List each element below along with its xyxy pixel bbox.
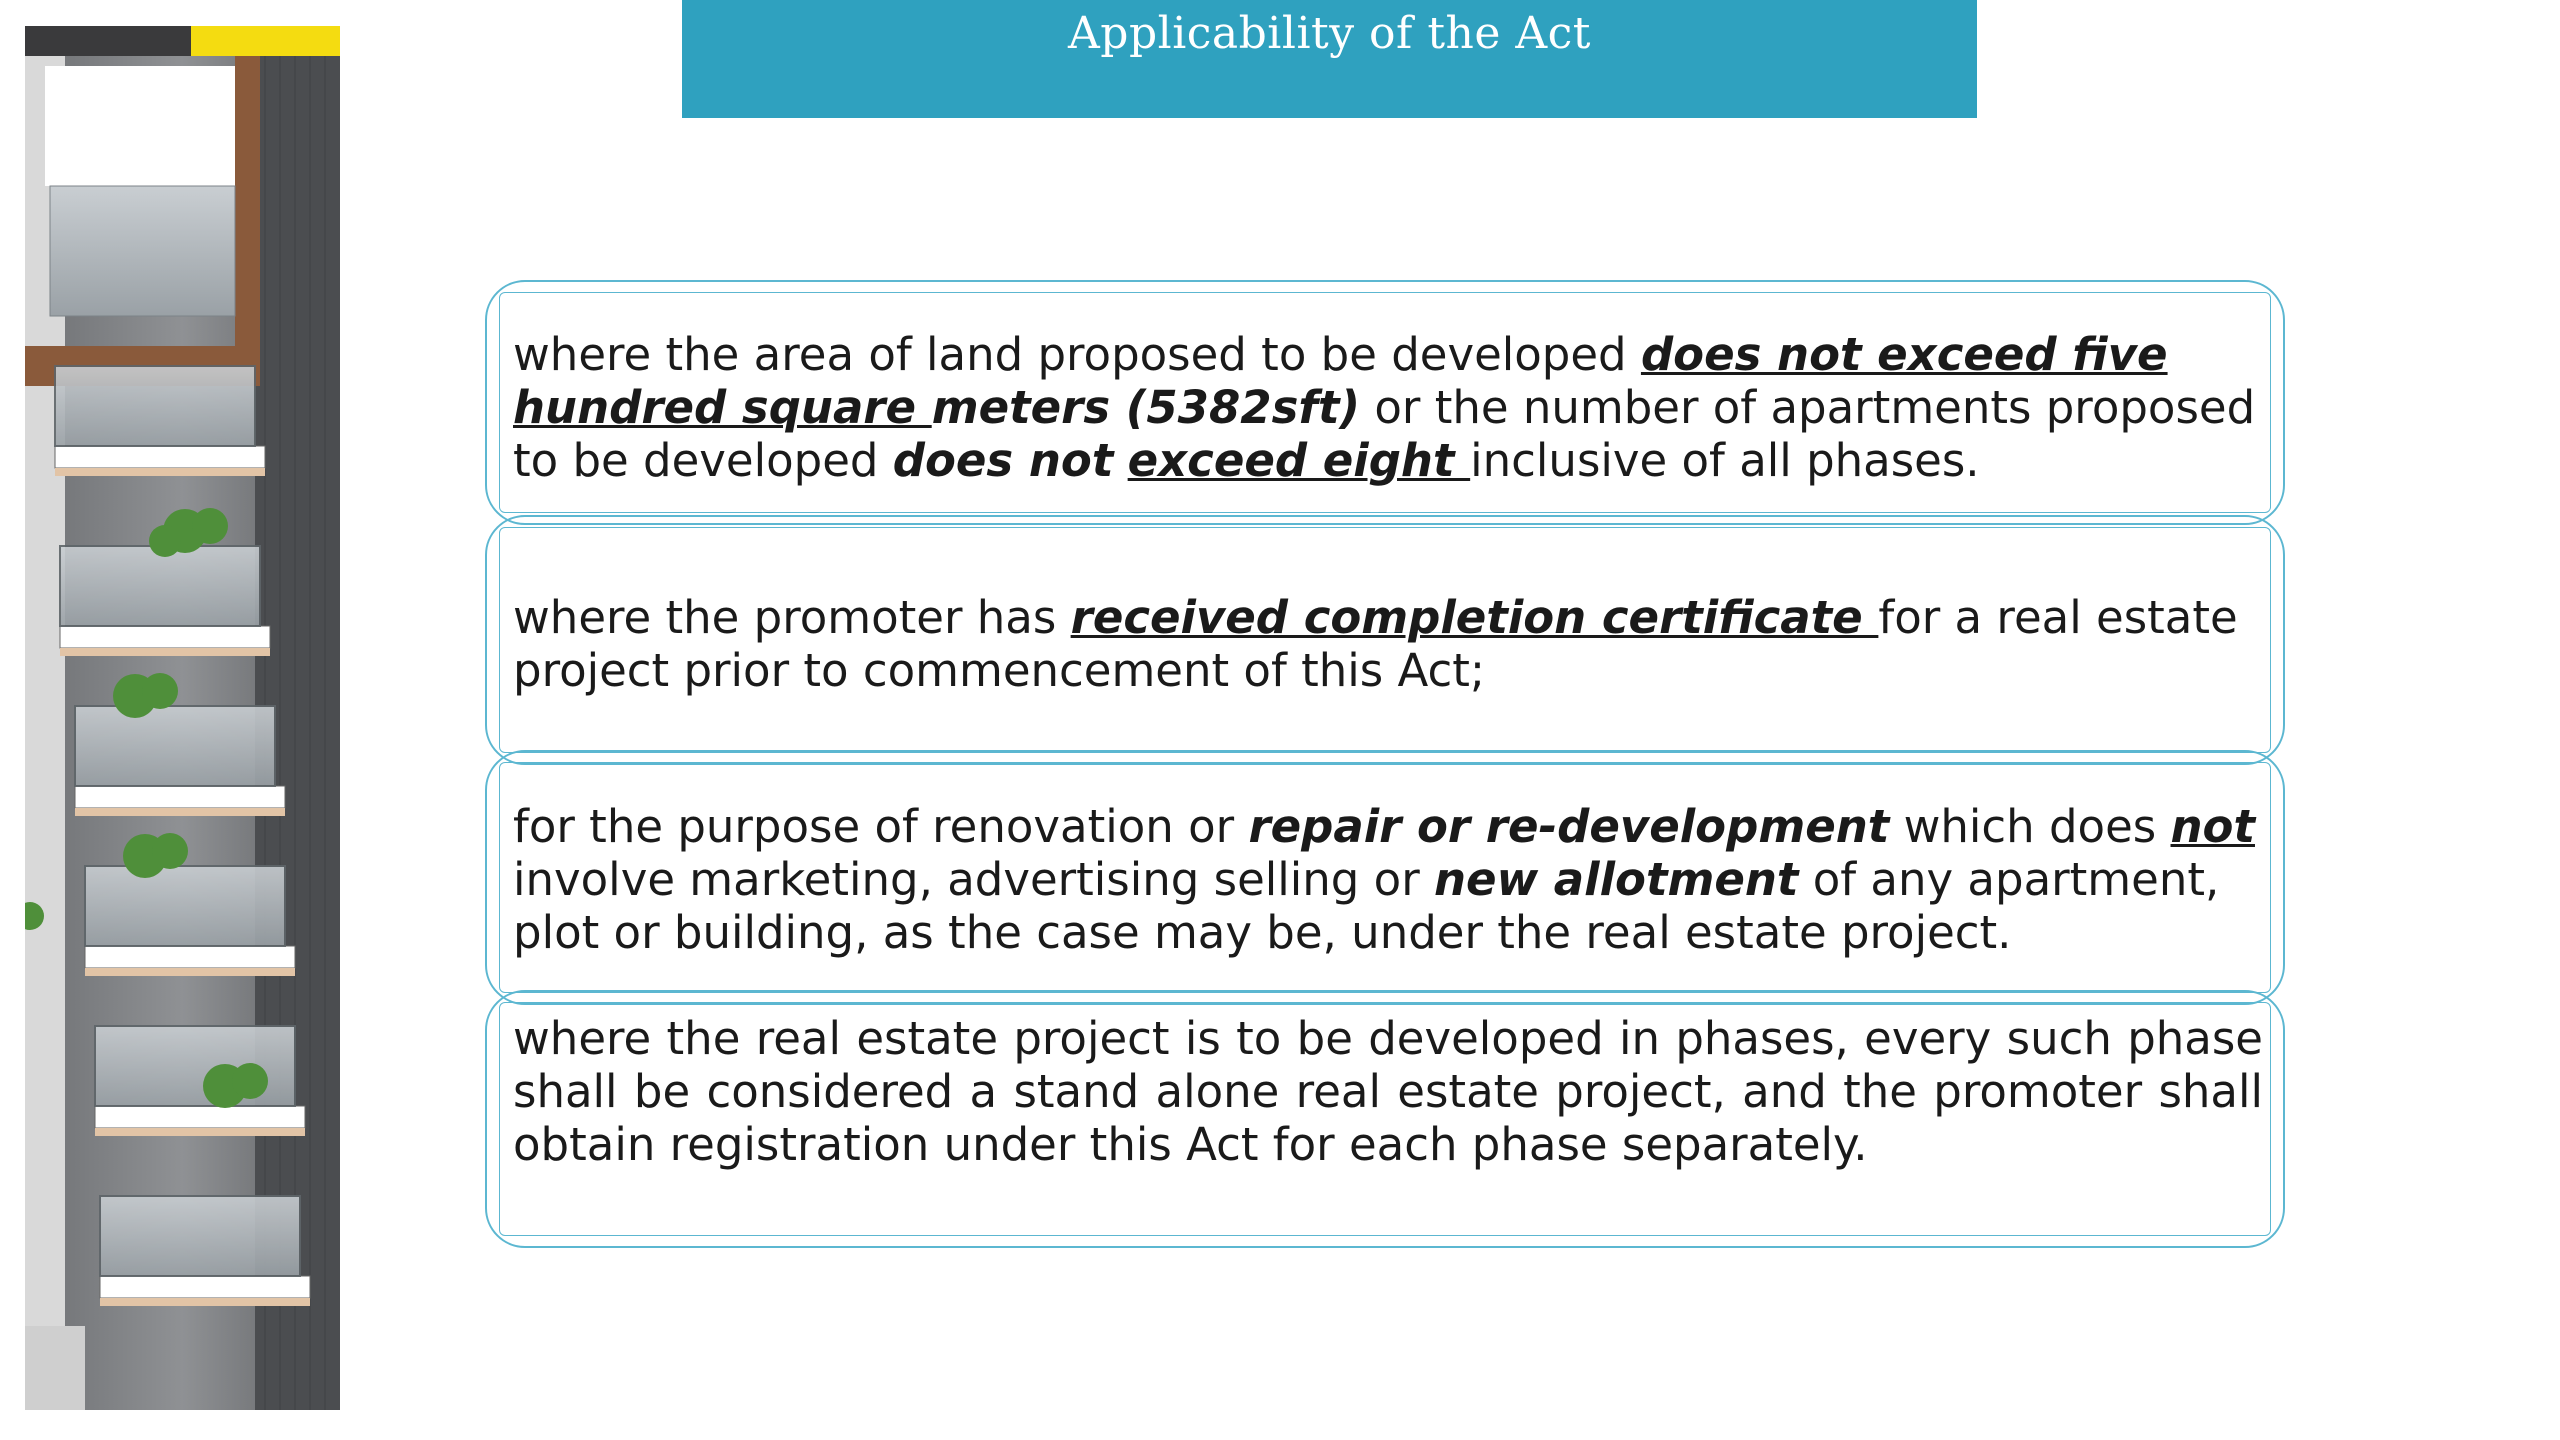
clause-emphasis: not bbox=[2170, 800, 2255, 853]
clause-emphasis: received completion certificate bbox=[1070, 591, 1879, 644]
clause-text bbox=[513, 328, 2263, 487]
clause-emphasis: repair or re-development bbox=[1248, 800, 1890, 853]
building-image bbox=[25, 26, 340, 1410]
clause-emphasis: does not exceed five hundred square bbox=[513, 328, 2168, 434]
clause-text-segment: which does bbox=[1889, 800, 2171, 853]
clause-text bbox=[513, 591, 2263, 697]
clause-text-segment: involve marketing, advertising selling or bbox=[513, 853, 1435, 906]
clause-text-segment: where the area of land proposed to be developed bbox=[513, 328, 1641, 381]
clause-text-segment: inclusive of all phases. bbox=[1470, 434, 1980, 487]
clause-box-renovation bbox=[485, 750, 2285, 1005]
accent-bar-yellow bbox=[191, 26, 340, 56]
clause-emphasis: does not bbox=[892, 434, 1114, 487]
clause-text-segment: for the purpose of renovation or bbox=[513, 800, 1249, 853]
clause-text bbox=[513, 1012, 2263, 1171]
clause-emphasis: new allotment bbox=[1434, 853, 1799, 906]
clause-text-segment: for a real estate project prior to commencement of this Act; bbox=[513, 591, 2238, 697]
accent-bar-dark bbox=[25, 26, 191, 56]
title-banner bbox=[682, 0, 1977, 118]
clause-emphasis: meters (5382sft) bbox=[931, 381, 1361, 434]
clause-text-segment bbox=[1113, 434, 1127, 487]
clause-text-segment: where the promoter has bbox=[513, 591, 1071, 644]
clause-box-land-area bbox=[485, 280, 2285, 525]
slide-title: Applicability of the Act bbox=[1068, 8, 1591, 59]
clause-text-segment: where the real estate project is to be developed in phases, every such phase shall be considered a stand alone real estate project, and the promoter shall obtain registration under this Act for each phase separately. bbox=[513, 1012, 2263, 1171]
clause-box-completion-certificate bbox=[485, 515, 2285, 765]
clause-emphasis: exceed eight bbox=[1127, 434, 1471, 487]
clause-text-segment: of any apartment, plot or building, as the case may be, under the real estate project. bbox=[513, 853, 2220, 959]
clause-box-phases bbox=[485, 990, 2285, 1248]
clause-text bbox=[513, 800, 2263, 959]
clause-text-segment: or the number of apartments proposed to be developed bbox=[513, 381, 2256, 487]
